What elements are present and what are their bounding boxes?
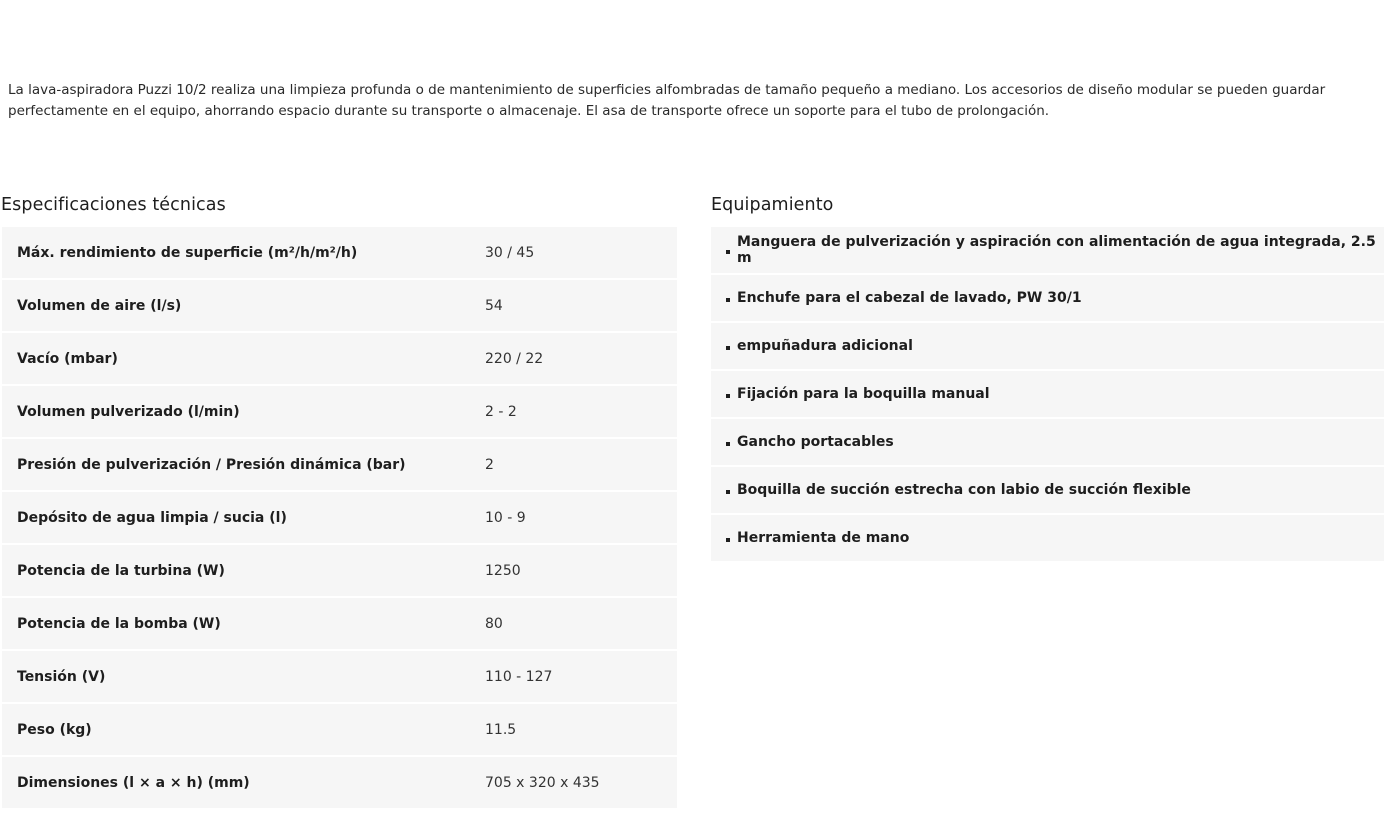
table-row (2, 651, 677, 704)
equipment-item-label: Gancho portacables (737, 434, 894, 450)
spec-value: 2 - 2 (485, 386, 677, 439)
equipment-item-label: Enchufe para el cabezal de lavado, PW 30/1 (737, 290, 1082, 306)
spec-label: Potencia de la bomba (W) (2, 598, 485, 651)
bullet-icon (726, 538, 730, 542)
spec-label: Dimensiones (l × a × h) (mm) (2, 757, 485, 810)
bullet-icon (726, 298, 730, 302)
bullet-icon (726, 250, 730, 254)
spec-value: 80 (485, 598, 677, 651)
list-item (711, 275, 1384, 321)
spec-label: Volumen pulverizado (l/min) (2, 386, 485, 439)
product-description: La lava-aspiradora Puzzi 10/2 realiza una limpieza profunda o de mantenimiento de superficies alfombradas de tamaño pequeño a mediano. Los accesorios de diseño modular se pueden guardar perfectamente en el equipo, ahorrando espacio durante su transporte o almacenaje. El asa de transporte ofrece un soporte para el tubo de prolongación. (8, 82, 1326, 119)
list-item (711, 227, 1384, 273)
list-item (711, 323, 1384, 369)
spec-value: 705 x 320 x 435 (485, 757, 677, 810)
table-row (2, 439, 677, 492)
spec-value: 54 (485, 280, 677, 333)
equipment-item-label: Manguera de pulverización y aspiración con alimentación de agua integrada, 2.5 m (737, 234, 1376, 266)
table-row (2, 333, 677, 386)
bullet-icon (726, 394, 730, 398)
spec-value: 10 - 9 (485, 492, 677, 545)
spec-label: Presión de pulverización / Presión dinámica (bar) (2, 439, 485, 492)
bullet-icon (726, 442, 730, 446)
list-item (711, 419, 1384, 465)
spec-value: 11.5 (485, 704, 677, 757)
list-item (711, 515, 1384, 561)
spec-label: Vacío (mbar) (2, 333, 485, 386)
spec-label: Volumen de aire (l/s) (2, 280, 485, 333)
equipment-list (711, 227, 1384, 563)
list-item (711, 371, 1384, 417)
table-row (2, 386, 677, 439)
table-row (2, 757, 677, 810)
equipment-item-label: Herramienta de mano (737, 530, 910, 546)
table-row (2, 704, 677, 757)
specs-table (2, 227, 677, 810)
spec-value: 110 - 127 (485, 651, 677, 704)
specs-title: Especificaciones técnicas (1, 195, 226, 215)
spec-label: Depósito de agua limpia / sucia (l) (2, 492, 485, 545)
spec-label: Peso (kg) (2, 704, 485, 757)
table-row (2, 492, 677, 545)
bullet-icon (726, 346, 730, 350)
equipment-item-label: Fijación para la boquilla manual (737, 386, 990, 402)
bullet-icon (726, 490, 730, 494)
table-row (2, 227, 677, 280)
equipment-item-label: empuñadura adicional (737, 338, 913, 354)
spec-label: Máx. rendimiento de superficie (m²/h/m²/h) (2, 227, 485, 280)
spec-value: 220 / 22 (485, 333, 677, 386)
table-row (2, 545, 677, 598)
spec-label: Tensión (V) (2, 651, 485, 704)
table-row (2, 280, 677, 333)
spec-value: 2 (485, 439, 677, 492)
list-item (711, 467, 1384, 513)
equipment-title: Equipamiento (711, 195, 834, 215)
spec-value: 30 / 45 (485, 227, 677, 280)
spec-value: 1250 (485, 545, 677, 598)
equipment-item-label: Boquilla de succión estrecha con labio de succión flexible (737, 482, 1191, 498)
spec-label: Potencia de la turbina (W) (2, 545, 485, 598)
table-row (2, 598, 677, 651)
